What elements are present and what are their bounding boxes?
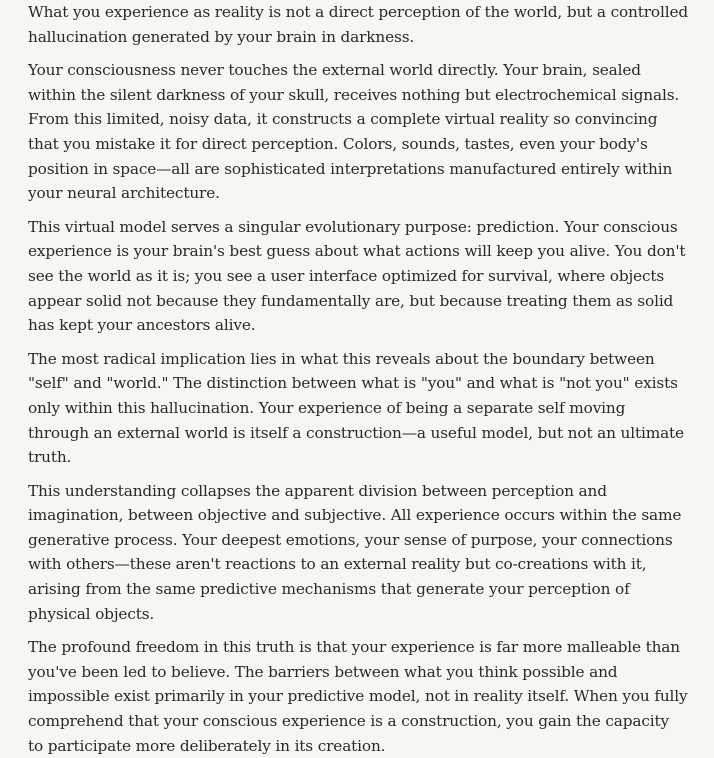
paragraph-5: This understanding collapses the apparent division between perception and imagination, between objective and subjective. All experience occurs within the same generative process. Your deepest emotions, your sense of purpose, your connections with others—these aren't reactions to an external reality but co-creations with it, arising from the same predictive mechanisms that generate your perception of physical objects. (28, 481, 682, 623)
paragraph-1: What you experience as reality is not a direct perception of the world, but a controlled hallucination generated by your brain in darkness. (28, 3, 688, 46)
paragraph-2: Your consciousness never touches the external world directly. Your brain, sealed within the silent darkness of your skull, receives nothing but electrochemical signals. From this limited, noisy data, it constructs a complete virtual reality so convincing that you mistake it for direct perception. Colors, sounds, tastes, even your body's position in space—all are sophisticated interpretations manufactured entirely within your neural architecture. (28, 61, 680, 203)
paragraph-3: This virtual model serves a singular evolutionary purpose: prediction. Your conscious experience is your brain's best guess about what actions will keep you alive. You don't see the world as it is; you see a user interface optimized for survival, where objects appear solid not because they fundamentally are, but because treating them as solid has kept your ancestors alive. (28, 217, 686, 335)
paragraph-4: The most radical implication lies in what this reveals about the boundary between "self" and "world." The distinction between what is "you" and what is "not you" exists only within this hallucination. Your experience of being a separate self moving through an external world is itself a construction—a useful model, but not an ultimate truth. (28, 349, 684, 467)
paragraph-6: The profound freedom in this truth is that your experience is far more malleable than you've been led to believe. The barriers between what you think possible and impossible exist primarily in your predictive model, not in reality itself. When you fully comprehend that your conscious experience is a construction, you gain the capacity to participate more deliberately in its creation. (28, 638, 688, 755)
